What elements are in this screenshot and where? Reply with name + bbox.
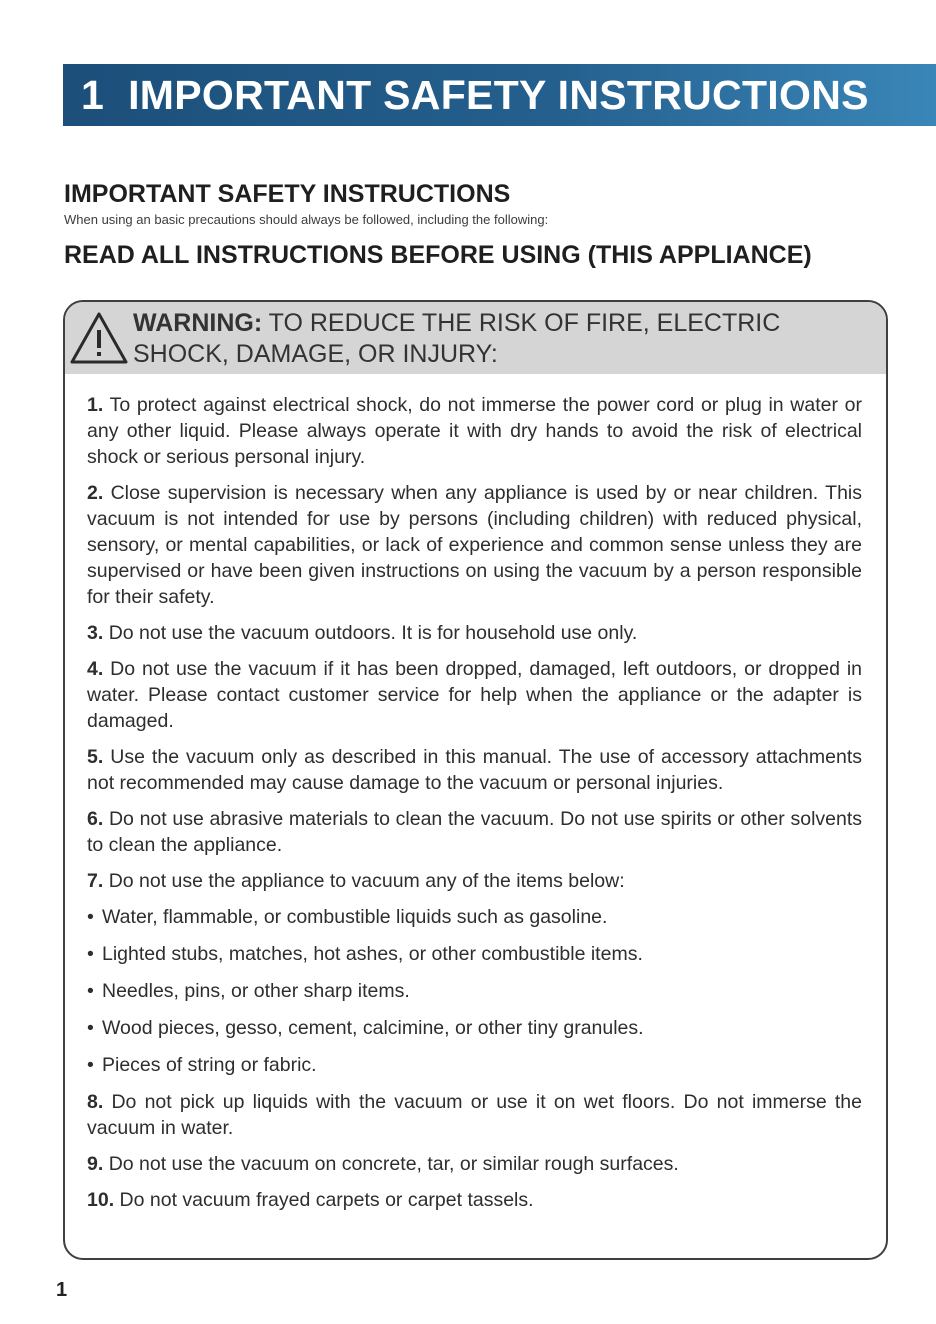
bullet-dot: • — [87, 980, 94, 1002]
item-text: Do not pick up liquids with the vacuum or use it on wet floors. Do not immerse the vacuum in water. — [87, 1091, 862, 1139]
bullet-item — [87, 978, 862, 1004]
bullet-item — [87, 1015, 862, 1041]
page-heading: IMPORTANT SAFETY INSTRUCTIONS — [64, 180, 511, 208]
bullet-text: Pieces of string or fabric. — [102, 1054, 317, 1076]
item-text: Use the vacuum only as described in this manual. The use of accessory attachments not recommended may cause damage to the vacuum or personal injuries. — [87, 746, 862, 794]
item-number: 6. — [87, 808, 104, 830]
bullet-text: Wood pieces, gesso, cement, calcimine, or other tiny granules. — [102, 1017, 644, 1039]
item-number: 3. — [87, 622, 104, 644]
item-number: 7. — [87, 870, 104, 892]
bullet-item — [87, 941, 862, 967]
list-item — [87, 744, 862, 796]
instruction-list — [87, 392, 862, 1223]
item-text: Do not use abrasive materials to clean the vacuum. Do not use spirits or other solvents to clean the appliance. — [87, 808, 863, 856]
list-item — [87, 656, 862, 734]
warning-box — [63, 300, 888, 1260]
section-number: 1 — [81, 71, 105, 118]
item-text: To protect against electrical shock, do not immerse the power cord or plug in water or any other liquid. Please always operate it with dry hands to avoid the risk of electrical shock or serious personal injury. — [87, 394, 862, 468]
bullet-item — [87, 904, 862, 930]
read-instructions-heading: READ ALL INSTRUCTIONS BEFORE USING (THIS APPLIANCE) — [64, 241, 812, 269]
item-number: 8. — [87, 1091, 104, 1113]
bullet-text: Water, flammable, or combustible liquids such as gasoline. — [102, 906, 608, 928]
item-number: 2. — [87, 482, 104, 504]
item-number: 5. — [87, 746, 104, 768]
item-text: Do not use the vacuum on concrete, tar, or similar rough surfaces. — [108, 1153, 679, 1175]
bullet-item — [87, 1052, 862, 1078]
item-number: 9. — [87, 1153, 104, 1175]
list-item — [87, 392, 862, 470]
list-item — [87, 806, 862, 858]
section-title: IMPORTANT SAFETY INSTRUCTIONS — [128, 71, 869, 118]
page-number: 1 — [56, 1279, 68, 1301]
item-number: 4. — [87, 658, 104, 680]
item-text: Do not use the vacuum if it has been dropped, damaged, left outdoors, or dropped in water. Please contact customer service for help when the appliance or the adapter is damaged. — [87, 658, 862, 732]
item-text: Do not use the appliance to vacuum any of the items below: — [108, 870, 625, 892]
list-item — [87, 620, 862, 646]
intro-text: When using an basic precautions should always be followed, including the following: — [64, 212, 549, 227]
warning-message — [133, 308, 882, 370]
warning-triangle-icon — [69, 310, 129, 366]
list-item — [87, 1187, 862, 1213]
bullet-dot: • — [87, 1017, 94, 1039]
bullet-text: Needles, pins, or other sharp items. — [102, 980, 410, 1002]
warning-header — [65, 302, 886, 374]
item-number: 1. — [87, 394, 104, 416]
item-text: Do not use the vacuum outdoors. It is for household use only. — [108, 622, 638, 644]
item-text: Close supervision is necessary when any appliance is used by or near children. This vacuum is not intended for use by persons (including children) with reduced physical, sensory, or mental capabilities, or lack of experience and common sense unless they are supervised or have been given instructions on using the vacuum by a person responsible for their safety. — [87, 482, 863, 608]
warning-text: TO REDUCE THE RISK OF FIRE, ELECTRIC SHOCK, DAMAGE, OR INJURY: — [133, 309, 781, 368]
list-item — [87, 868, 862, 894]
list-item — [87, 480, 862, 610]
bullet-text: Lighted stubs, matches, hot ashes, or other combustible items. — [102, 943, 643, 965]
item-text: Do not vacuum frayed carpets or carpet tassels. — [119, 1189, 534, 1211]
item-number: 10. — [87, 1189, 115, 1211]
bullet-dot: • — [87, 943, 94, 965]
section-banner — [63, 64, 936, 126]
list-item — [87, 1089, 862, 1141]
bullet-dot: • — [87, 906, 94, 928]
bullet-dot: • — [87, 1054, 94, 1076]
warning-label: WARNING: — [133, 309, 263, 337]
list-item — [87, 1151, 862, 1177]
